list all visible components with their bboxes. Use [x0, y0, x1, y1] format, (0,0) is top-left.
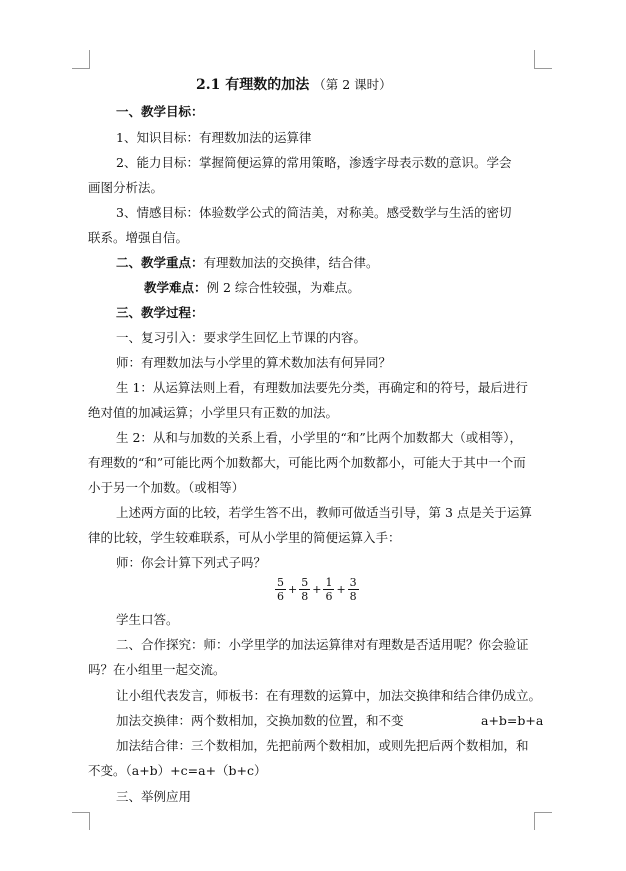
key-points-text: 有理数加法的交换律，结合律。	[203, 255, 379, 270]
fraction-4	[348, 576, 359, 603]
fraction-4-denominator: 8	[349, 590, 357, 603]
goal-emotion-line1: 3、情感目标：体验数学公式的简洁美，对称美。感受数学与生活的密切	[116, 205, 512, 220]
section-objectives-heading: 一、教学目标：	[116, 104, 204, 119]
fraction-3-numerator: 1	[325, 576, 333, 589]
key-points	[116, 255, 379, 271]
fraction-3-denominator: 6	[325, 590, 333, 603]
comparison-line2: 律的比较，学生较难联系，可从小学里的简便运算入手：	[88, 530, 401, 545]
fraction-2-denominator: 8	[301, 590, 309, 603]
commutative-formula: a+b=b+a	[481, 713, 544, 728]
example-heading: 三、举例应用	[116, 789, 192, 804]
title-main: 2.1 有理数的加法	[196, 77, 310, 93]
page-title	[196, 77, 392, 93]
associative-law-line1: 加法结合律：三个数相加，先把前两个数相加，或则先把后两个数相加，和	[116, 738, 529, 753]
fraction-2	[299, 576, 310, 603]
goal-knowledge: 1、知识目标：有理数加法的运算律	[116, 130, 312, 145]
difficulty	[144, 280, 360, 296]
student-answer: 学生口答。	[116, 612, 179, 627]
goal-emotion-line2: 联系。增强自信。	[88, 230, 189, 245]
student2-line3: 小于另一个加数。（或相等）	[88, 480, 245, 495]
comparison-line1: 上述两方面的比较，若学生答不出，教师可做适当引导，第 3 点是关于运算	[116, 505, 532, 520]
plus-sign: +	[336, 583, 346, 596]
difficulty-heading: 教学难点：	[144, 280, 207, 295]
key-points-heading: 二、教学重点：	[116, 255, 204, 270]
plus-sign: +	[312, 583, 322, 596]
fraction-1	[275, 576, 286, 603]
explore-line2: 吗？在小组里一起交流。	[88, 662, 226, 677]
goal-ability-line2: 画图分析法。	[88, 180, 164, 195]
student2-line1: 生 2：从和与加数的关系上看，小学里的“和”比两个加数都大（或相等），	[116, 430, 522, 445]
goal-ability-line1: 2、能力目标：掌握简便运算的常用策略，渗透字母表示数的意识。学会	[116, 155, 512, 170]
student2-line2: 有理数的“和”可能比两个加数都大，可能比两个加数都小，可能大于其中一个而	[88, 455, 526, 470]
difficulty-text: 例 2 综合性较强，为难点。	[206, 280, 360, 295]
explore-line1: 二、合作探究：师：小学里学的加法运算律对有理数是否适用呢？你会验证	[116, 637, 529, 652]
board-note: 让小组代表发言，师板书：在有理数的运算中，加法交换律和结合律仍成立。	[116, 688, 542, 703]
student1-line2: 绝对值的加减运算；小学里只有正数的加法。	[88, 405, 339, 420]
fraction-1-denominator: 6	[277, 590, 284, 603]
plus-sign: +	[288, 583, 298, 596]
title-sub: （第 2 课时）	[313, 77, 392, 92]
fraction-2-numerator: 5	[301, 576, 309, 589]
associative-law-line2: 不变。（a+b）+c=a+（b+c）	[88, 763, 267, 778]
commutative-law: 加法交换律：两个数相加，交换加数的位置，和不变	[116, 713, 404, 728]
fraction-4-numerator: 3	[349, 576, 357, 589]
fraction-expression	[274, 576, 360, 603]
teacher-question-1: 师：有理数加法与小学里的算术数加法有何异同？	[116, 355, 392, 370]
review-intro: 一、复习引入：要求学生回忆上节课的内容。	[116, 330, 367, 345]
section-process-heading: 三、教学过程：	[116, 305, 204, 320]
fraction-1-numerator: 5	[277, 576, 284, 589]
student1-line1: 生 1：从运算法则上看，有理数加法要先分类，再确定和的符号，最后进行	[116, 380, 528, 395]
fraction-3	[323, 576, 334, 603]
teacher-question-2: 师：你会计算下列式子吗？	[116, 555, 267, 570]
